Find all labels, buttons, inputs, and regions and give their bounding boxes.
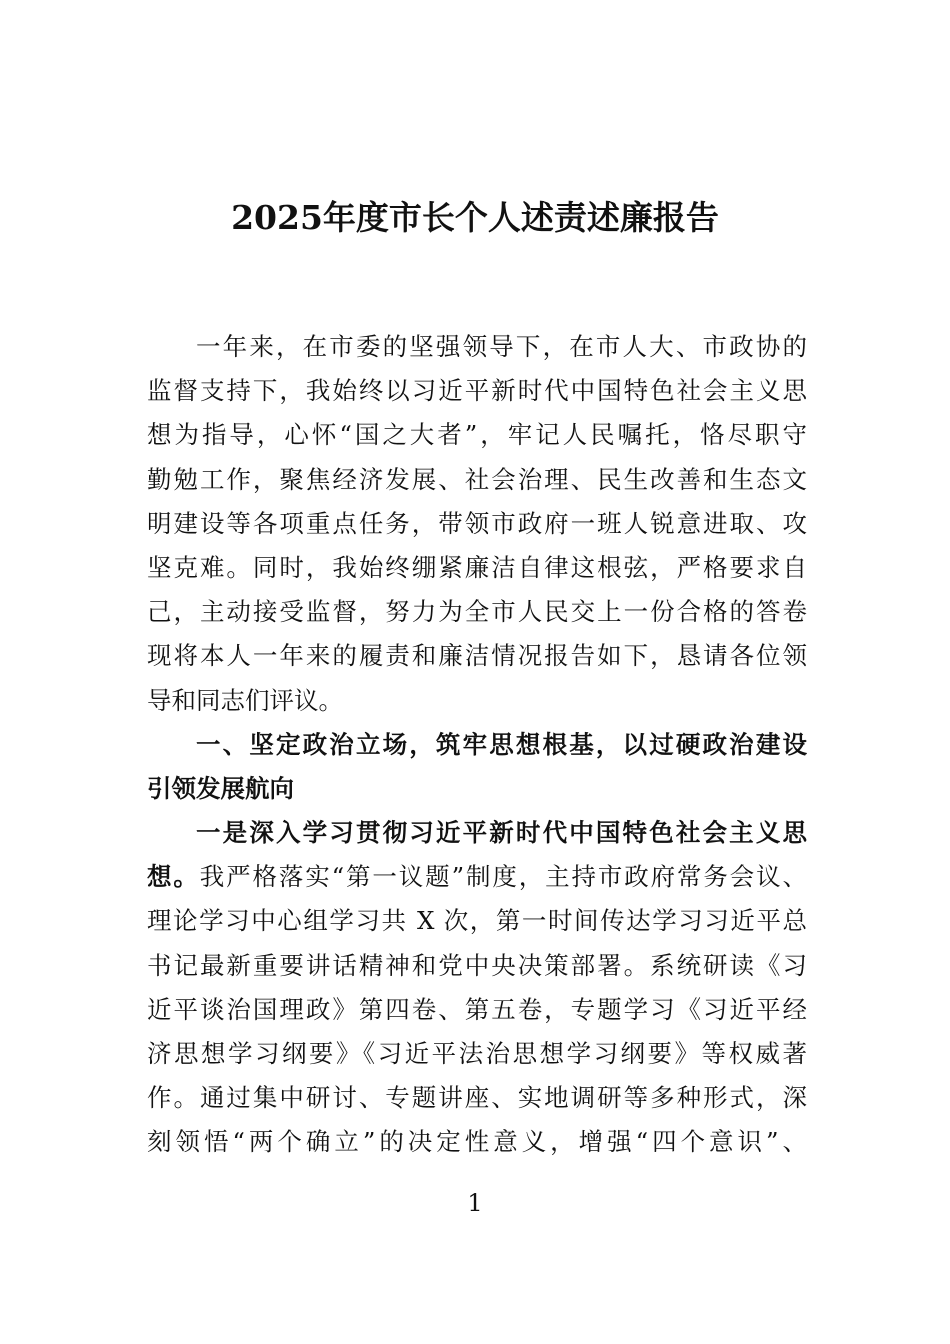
paragraph-line: 理论学习中心组学习共 X 次，第一时间传达学习习近平总 xyxy=(147,906,807,936)
paragraph-line: 监督支持下，我始终以习近平新时代中国特色社会主义思 xyxy=(147,376,807,406)
paragraph-line: 坚克难。同时，我始终绷紧廉洁自律这根弦，严格要求自 xyxy=(147,552,807,582)
paragraph-line: 导和同志们评议。 xyxy=(147,685,343,715)
point-mixed-line xyxy=(147,855,807,899)
point-heading-end: 想。 xyxy=(147,862,200,892)
paragraph-line: 近平谈治国理政》第四卷、第五卷，专题学习《习近平经 xyxy=(147,994,807,1024)
paragraph-line: 作。通过集中研讨、专题讲座、实地调研等多种形式，深 xyxy=(147,1083,807,1113)
paragraph-line: 现将本人一年来的履责和廉洁情况报告如下，恳请各位领 xyxy=(147,641,807,671)
paragraph-line: 一年来，在市委的坚强领导下，在市人大、市政协的 xyxy=(196,332,807,361)
paragraph-line: 刻领悟“两个确立”的决定性意义，增强“四个意识”、 xyxy=(147,1127,807,1157)
section-heading-line: 引领发展航向 xyxy=(147,773,294,803)
point-text: 我严格落实“第一议题”制度，主持市政府常务会议、 xyxy=(199,862,807,892)
paragraph-line: 想为指导，心怀“国之大者”，牢记人民嘱托，恪尽职守 xyxy=(147,420,807,450)
document-title: 2025年度市长个人述责述廉报告 xyxy=(231,198,719,237)
point-heading-line: 一是深入学习贯彻习近平新时代中国特色社会主义思 xyxy=(196,818,807,848)
paragraph-line: 书记最新重要讲话精神和党中央决策部署。系统研读《习 xyxy=(147,950,807,980)
page-number: 1 xyxy=(467,1189,483,1217)
section-heading-line: 一、坚定政治立场，筑牢思想根基，以过硬政治建设 xyxy=(196,729,807,759)
paragraph-line: 勤勉工作，聚焦经济发展、社会治理、民生改善和生态文 xyxy=(147,464,807,494)
paragraph-line: 济思想学习纲要》《习近平法治思想学习纲要》等权威著 xyxy=(147,1039,807,1068)
paragraph-line: 明建设等各项重点任务，带领市政府一班人锐意进取、攻 xyxy=(147,508,807,538)
paragraph-line: 己，主动接受监督，努力为全市人民交上一份合格的答卷 xyxy=(147,597,807,627)
document-body xyxy=(147,325,807,1165)
